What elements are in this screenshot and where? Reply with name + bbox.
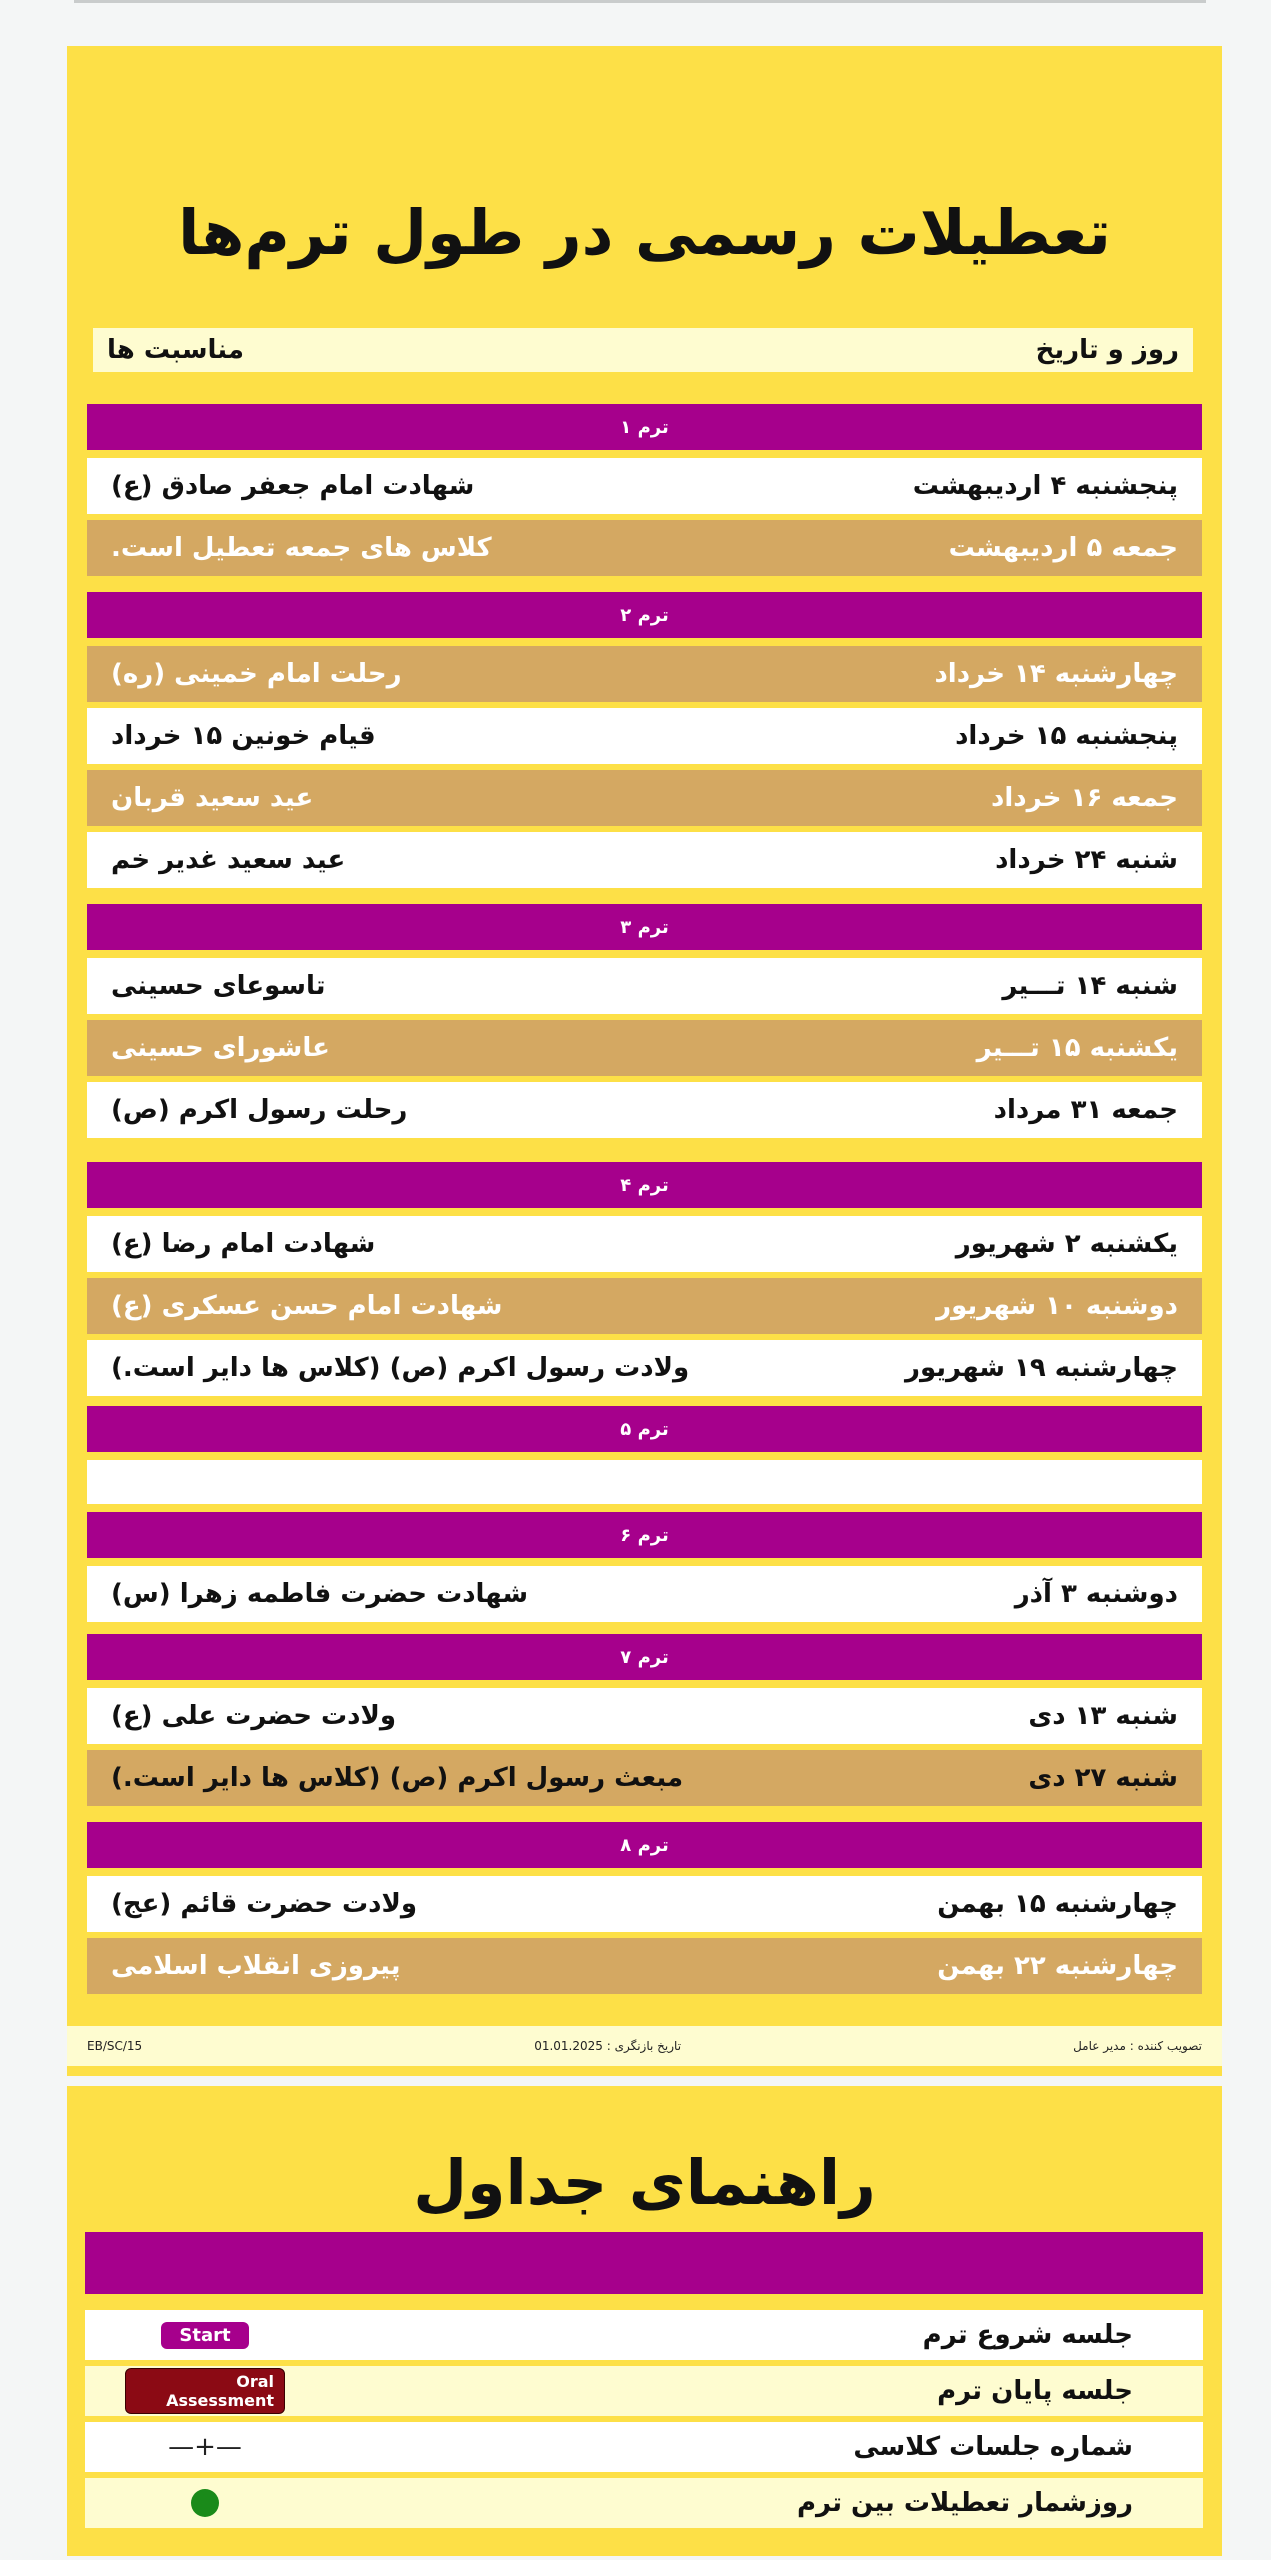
table-row <box>87 1082 1202 1138</box>
row-date: شنبه ۱۴ تـــیر <box>1002 971 1178 1001</box>
empty-row <box>87 1460 1202 1504</box>
table-row <box>87 1278 1202 1334</box>
term-header-4: ترم ۴ <box>87 1162 1202 1208</box>
legend-row-end <box>85 2366 1203 2416</box>
legend-row-countdown <box>85 2478 1203 2528</box>
row-event: ولادت حضرت قائم (عج) <box>111 1889 418 1919</box>
row-date: یکشنبه ۱۵ تـــیر <box>976 1033 1178 1063</box>
approved-by: تصویب کننده : مدیر عامل <box>1073 2039 1202 2053</box>
header-event: مناسبت ها <box>107 335 245 365</box>
session-tick-icon: —+— <box>168 2432 242 2462</box>
row-date: یکشنبه ۲ شهریور <box>955 1229 1178 1259</box>
row-date: دوشنبه ۳ آذر <box>1014 1579 1178 1609</box>
legend-label: جلسه پایان ترم <box>937 2376 1133 2406</box>
table-row <box>87 1688 1202 1744</box>
guide-header-bar <box>85 2232 1203 2294</box>
row-date: چهارشنبه ۲۲ بهمن <box>937 1951 1178 1981</box>
start-badge: Start <box>161 2322 248 2349</box>
row-event: شهادت امام رضا (ع) <box>111 1229 376 1259</box>
table-row <box>87 958 1202 1014</box>
row-date: دوشنبه ۱۰ شهریور <box>936 1291 1178 1321</box>
row-date: پنجشنبه ۱۵ خرداد <box>955 721 1178 751</box>
term-header-2: ترم ۲ <box>87 592 1202 638</box>
row-event: شهادت امام حسن عسکری (ع) <box>111 1291 503 1321</box>
holidays-card <box>67 46 1222 2076</box>
legend-row-start <box>85 2310 1203 2360</box>
table-row <box>87 1938 1202 1994</box>
table-row <box>87 770 1202 826</box>
row-event: رحلت رسول اکرم (ص) <box>111 1095 408 1125</box>
table-row <box>87 1876 1202 1932</box>
row-event: شهادت امام جعفر صادق (ع) <box>111 471 475 501</box>
row-date: شنبه ۱۳ دی <box>1028 1701 1178 1731</box>
row-date: چهارشنبه ۱۴ خرداد <box>934 659 1178 689</box>
legend-label: روزشمار تعطیلات بین ترم <box>797 2488 1133 2518</box>
table-row <box>87 458 1202 514</box>
oral-assessment-badge: Oral Assessment <box>125 2368 285 2414</box>
row-date: شنبه ۲۷ دی <box>1028 1763 1178 1793</box>
row-date: پنجشنبه ۴ اردیبهشت <box>912 471 1178 501</box>
row-date: چهارشنبه ۱۵ بهمن <box>937 1889 1178 1919</box>
row-event: عید سعید غدیر خم <box>111 845 346 875</box>
term-header-6: ترم ۶ <box>87 1512 1202 1558</box>
table-row <box>87 1340 1202 1396</box>
legend-label: جلسه شروع ترم <box>922 2320 1133 2350</box>
table-row <box>87 832 1202 888</box>
guide-card <box>67 2086 1222 2556</box>
table-row <box>87 646 1202 702</box>
top-divider <box>74 0 1206 3</box>
header-date: روز و تاریخ <box>1035 335 1179 365</box>
revision-date: تاریخ بازنگری : 01.01.2025 <box>534 2039 682 2053</box>
row-event: تاسوعای حسینی <box>111 971 326 1001</box>
term-header-3: ترم ۳ <box>87 904 1202 950</box>
row-event: قیام خونین ۱۵ خرداد <box>111 721 376 751</box>
guide-title: راهنمای جداول <box>413 2146 876 2219</box>
table-row <box>87 708 1202 764</box>
legend-row-sessions <box>85 2422 1203 2472</box>
term-header-1: ترم ۱ <box>87 404 1202 450</box>
green-dot-icon <box>191 2489 219 2517</box>
table-header <box>93 328 1193 372</box>
row-event: کلاس های جمعه تعطیل است. <box>111 533 492 563</box>
row-event: مبعث رسول اکرم (ص) (کلاس ها دایر است.) <box>111 1763 684 1793</box>
row-event: عاشورای حسینی <box>111 1033 330 1063</box>
row-event: شهادت حضرت فاطمه زهرا (س) <box>111 1579 529 1609</box>
holidays-title: تعطیلات رسمی در طول ترم‌ها <box>178 196 1111 269</box>
table-row <box>87 520 1202 576</box>
row-date: شنبه ۲۴ خرداد <box>995 845 1178 875</box>
table-row <box>87 1216 1202 1272</box>
term-header-5: ترم ۵ <box>87 1406 1202 1452</box>
legend-label: شماره جلسات کلاسی <box>853 2432 1133 2462</box>
row-event: ولادت رسول اکرم (ص) (کلاس ها دایر است.) <box>111 1353 690 1383</box>
row-date: چهارشنبه ۱۹ شهریور <box>905 1353 1178 1383</box>
row-event: پیروزی انقلاب اسلامی <box>111 1951 401 1981</box>
row-event: رحلت امام خمینی (ره) <box>111 659 402 689</box>
row-date: جمعه ۱۶ خرداد <box>991 783 1178 813</box>
row-date: جمعه ۵ اردیبهشت <box>948 533 1178 563</box>
term-header-8: ترم ۸ <box>87 1822 1202 1868</box>
table-row <box>87 1566 1202 1622</box>
row-event: ولادت حضرت علی (ع) <box>111 1701 397 1731</box>
term-header-7: ترم ۷ <box>87 1634 1202 1680</box>
table-row <box>87 1750 1202 1806</box>
document-footer <box>67 2026 1222 2066</box>
row-event: عید سعید قربان <box>111 783 314 813</box>
doc-code: EB/SC/15 <box>87 2039 143 2053</box>
row-date: جمعه ۳۱ مرداد <box>993 1095 1178 1125</box>
table-row <box>87 1020 1202 1076</box>
